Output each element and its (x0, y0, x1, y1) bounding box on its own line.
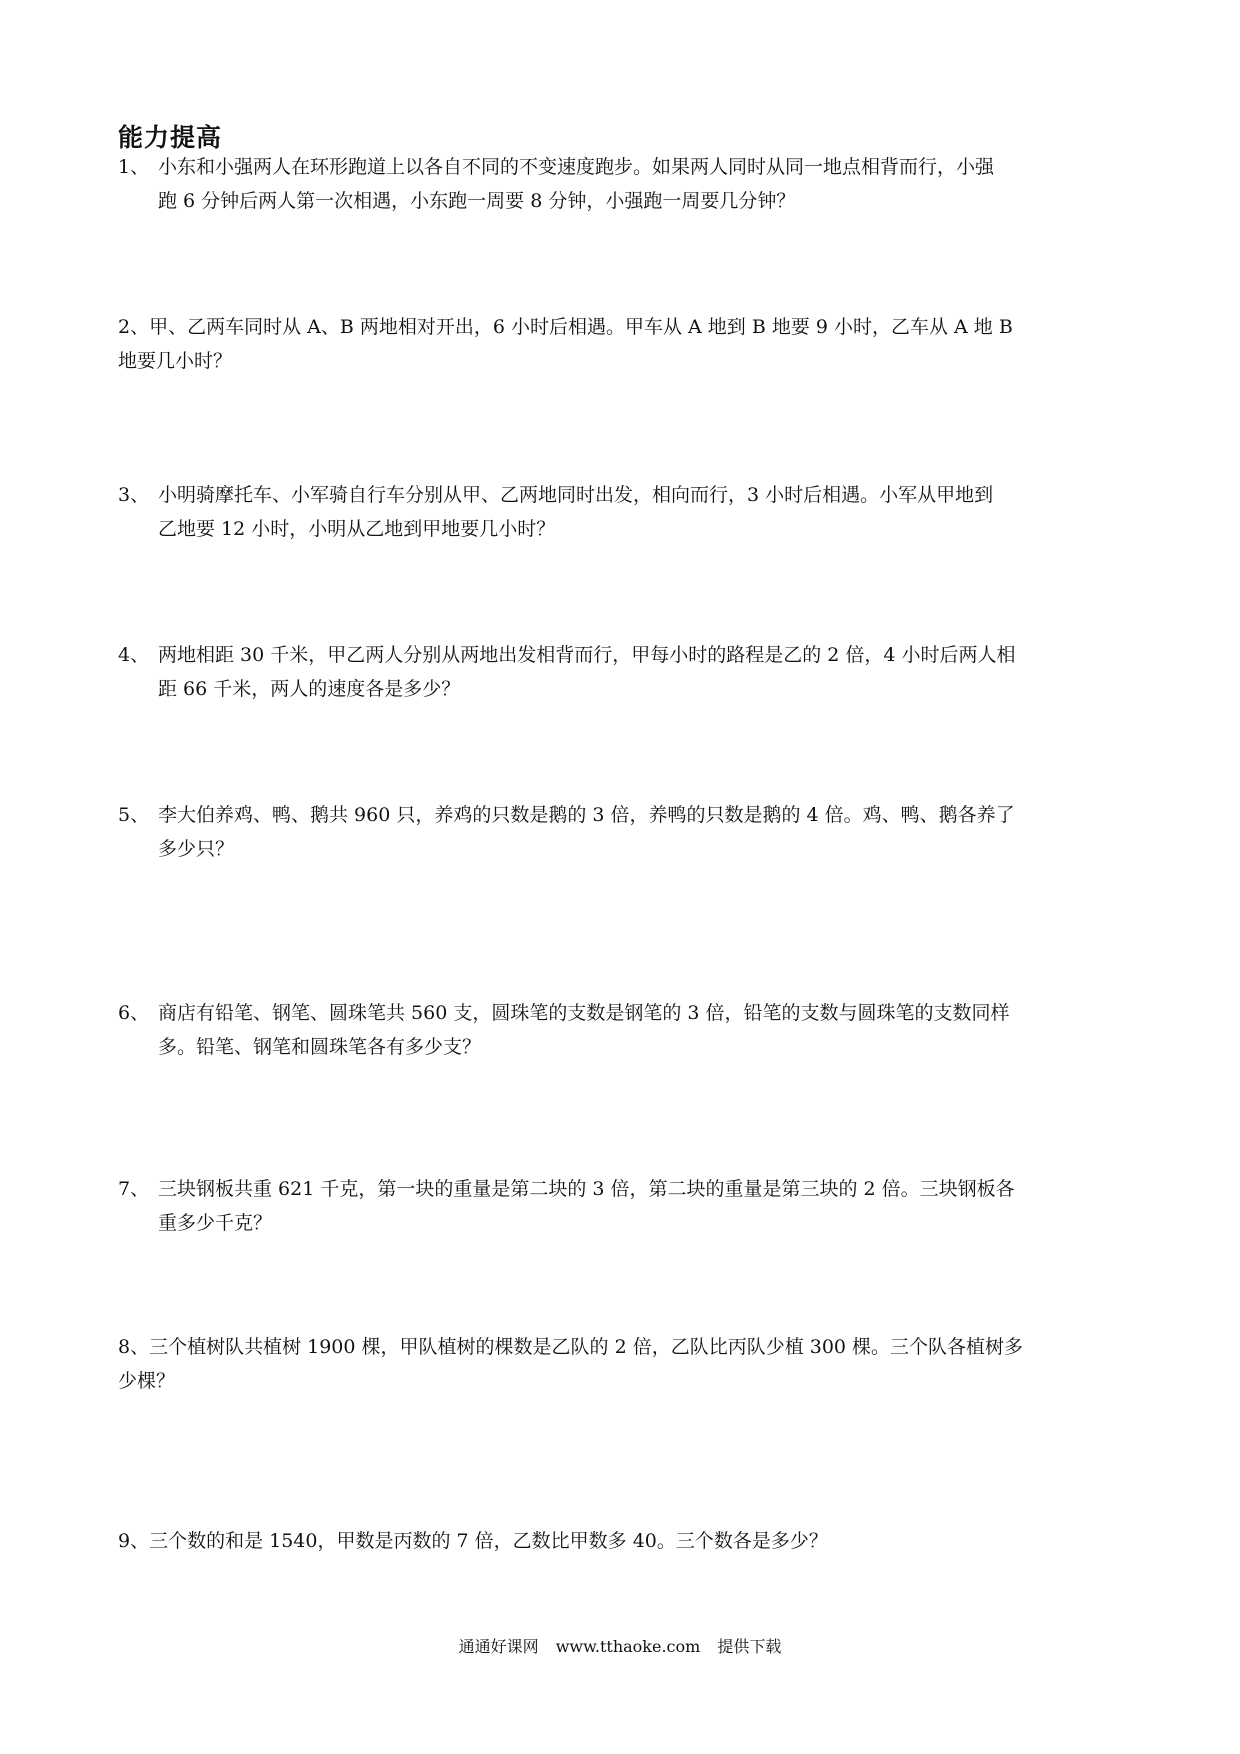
problem-number: 8、 (118, 1336, 150, 1358)
problem-line-2: 乙地要 12 小时，小明从乙地到甲地要几小时？ (158, 518, 556, 540)
problem-text: 三个数的和是 1540，甲数是丙数的 7 倍，乙数比甲数多 40。三个数各是多少？ (149, 1530, 828, 1552)
problem-5 (118, 798, 1128, 866)
problem-1 (118, 150, 1128, 218)
problem-line-2: 地要几小时？ (118, 350, 233, 372)
problem-number: 6、 (118, 1002, 150, 1024)
problem-text: 两地相距 30 千米，甲乙两人分别从两地出发相背而行，甲每小时的路程是乙的 2 倍，4 小时后两人相 (158, 644, 1016, 666)
problem-text: 甲、乙两车同时从 A、B 两地相对开出，6 小时后相遇。甲车从 A 地到 B 地要 9 小时，乙车从 A 地 B (149, 316, 1013, 338)
problem-text: 李大伯养鸡、鸭、鹅共 960 只，养鸡的只数是鹅的 3 倍，养鸭的只数是鹅的 4 倍。鸡、鸭、鹅各养了 (158, 804, 1015, 826)
problem-6 (118, 996, 1128, 1064)
problem-text: 小东和小强两人在环形跑道上以各自不同的不变速度跑步。如果两人同时从同一地点相背而行，小强 (158, 156, 995, 178)
footer-site-name: 通通好课网 (458, 1637, 539, 1656)
problem-line-1 (118, 1524, 1128, 1558)
problem-line-1 (118, 1172, 1128, 1206)
problem-line-1 (118, 310, 1128, 344)
problem-line-1 (118, 1330, 1128, 1364)
problem-9 (118, 1524, 1128, 1558)
problem-line-2: 重多少千克？ (158, 1212, 273, 1234)
problem-line-2: 距 66 千米，两人的速度各是多少？ (158, 678, 461, 700)
problem-line-1 (118, 638, 1128, 672)
problem-4 (118, 638, 1128, 706)
problem-text: 三个植树队共植树 1900 棵，甲队植树的棵数是乙队的 2 倍，乙队比丙队少植 300 棵。三个队各植树多 (149, 1336, 1024, 1358)
problem-line-1 (118, 478, 1128, 512)
problem-number: 9、 (118, 1530, 150, 1552)
problem-line-2: 跑 6 分钟后两人第一次相遇，小东跑一周要 8 分钟，小强跑一周要几分钟？ (158, 190, 796, 212)
problem-line-2: 多。铅笔、钢笔和圆珠笔各有多少支？ (158, 1036, 482, 1058)
problem-line-2: 多少只？ (158, 838, 235, 860)
problem-number: 2、 (118, 316, 150, 338)
problem-text: 三块钢板共重 621 千克，第一块的重量是第二块的 3 倍，第二块的重量是第三块的 2 倍。三块钢板各 (158, 1178, 1015, 1200)
problem-number: 3、 (118, 484, 150, 506)
problem-7 (118, 1172, 1128, 1240)
page-footer (0, 1634, 1240, 1657)
problem-8 (118, 1330, 1128, 1398)
problem-number: 1、 (118, 156, 150, 178)
problem-line-2: 少棵？ (118, 1370, 176, 1392)
problem-line-1 (118, 798, 1128, 832)
problem-number: 5、 (118, 804, 150, 826)
problem-text: 商店有铅笔、钢笔、圆珠笔共 560 支，圆珠笔的支数是钢笔的 3 倍，铅笔的支数与圆珠笔的支数同样 (158, 1002, 1010, 1024)
problem-line-1 (118, 996, 1128, 1030)
page-heading: 能力提高 (118, 123, 223, 152)
problem-number: 7、 (118, 1178, 150, 1200)
problem-2 (118, 310, 1128, 378)
problem-line-1 (118, 150, 1128, 184)
footer-suffix: 提供下载 (717, 1637, 782, 1656)
footer-url: www.tthaoke.com (555, 1637, 701, 1656)
problem-3 (118, 478, 1128, 546)
problem-text: 小明骑摩托车、小军骑自行车分别从甲、乙两地同时出发，相向而行，3 小时后相遇。小军从甲地到 (158, 484, 994, 506)
problem-number: 4、 (118, 644, 150, 666)
